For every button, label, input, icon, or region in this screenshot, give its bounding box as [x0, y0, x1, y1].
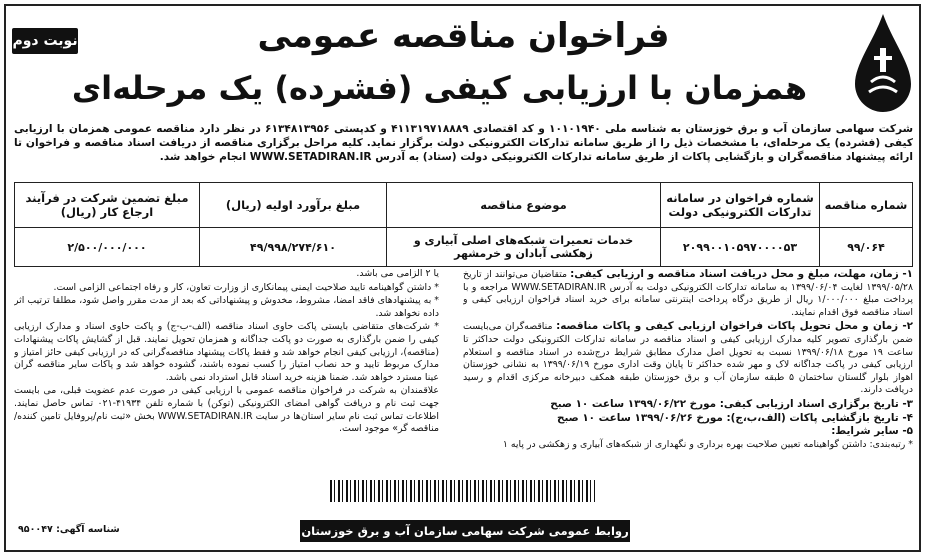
section-1-text: متقاضیان می‌توانند از تاریخ ۱۳۹۹/۰۵/۲۸ لغایت ۱۳۹۹/۰۶/۰۴ به سامانه تدارکات الکترونیکی دولت به آدرس WWW.SETADIRAN.IR مراجعه و با پرداخت مبلغ ۱/۰۰۰/۰۰۰ ریال از طریق درگاه پرداخت اینترنتی سامانه برای خرید اسناد فراخوان ارزیابی کیفی و اسناد مناقصه فوق اقدام نمایند. [463, 269, 913, 318]
header-guarantee: مبلغ تضمین شرکت در فرآیند ارجاع کار (ریال) [15, 183, 200, 228]
left-paragraph-2: * داشتن گواهینامه تایید صلاحیت ایمنی پیمانکاری از وزارت تعاون، کار و رفاه اجتماعی الزامی است. [53, 281, 439, 293]
cell-subject: خدمات تعمیرات شبکه‌های اصلی آبیاری و زهکشی آبادان و خرمشهر [387, 228, 661, 267]
cell-setad-number: ۲۰۹۹۰۰۱۰۵۹۷۰۰۰۰۵۳ [661, 228, 820, 267]
second-round-badge: نوبت دوم [12, 28, 78, 54]
barcode-strip [330, 480, 595, 502]
section-1-title: ۱- زمان، مهلت، مبلغ و محل دریافت اسناد مناقصه و ارزیابی کیفی: [570, 268, 913, 280]
intro-paragraph: شرکت سهامی سازمان آب و برق خوزستان به شناسه ملی ۱۰۱۰۱۹۴۰ و کد اقتصادی ۴۱۱۳۱۹۷۱۸۸۸۹ و کدپستی ۶۱۳۴۸۱۳۹۵۶ در نظر دارد مناقصه عمومی همزمان با ارزیابی کیفی (فشرده) یک مرحله‌ای، با مشخصات ذیل را از طریق سامانه تدارکات الکترونیکی دولت برگزار نماید. کلیه مراحل برگزاری مناقصه از دریافت اسناد مناقصه و فراخوان تا ارائه پیشنهاد مناقصه‌گران و بازگشایی پاکات از طریق سامانه تدارکات الکترونیکی دولت (ستاد) به آدرس WWW.SETADIRAN.IR انجام خواهد شد. [14, 123, 913, 163]
page-subtitle: همزمان با ارزیابی کیفی (فشرده) یک مرحله‌ای [71, 69, 807, 107]
left-paragraph-3: * به پیشنهادهای فاقد امضا، مشروط، مخدوش و پیشنهاداتی که بعد از مدت مقرر واصل شود، مطلقا ترتیب اثر داده نخواهد شد. [14, 295, 439, 319]
left-column [14, 268, 439, 506]
water-drop-logo-icon [851, 12, 915, 116]
header-subject: موضوع مناقصه [387, 183, 661, 228]
header-setad-number: شماره فراخوان در سامانه تدارکات الکترونیکی دولت [661, 183, 820, 228]
public-relations-footer: روابط عمومی شرکت سهامی سازمان آب و برق خوزستان [300, 520, 630, 542]
header-estimate: مبلغ برآورد اولیه (ریال) [200, 183, 387, 228]
right-column [463, 268, 913, 506]
left-paragraph-4: * شرکت‌های متقاضی بایستی پاکت حاوی اسناد مناقصه (الف-ب-ج) و پاکت حاوی اسناد و مدارک ارزیابی کیفی را ضمن بارگذاری به صورت دو پاکت جداگانه و همزمان تحویل نمایند. قبل از گشایش پاکات پیشنهادات (مناقصه)، ارزیابی کیفی انجام خواهد شد و فقط پاکات پیشنهاد مناقصه‌گرانی که در ارزیابی کیفی حائز امتیاز و مدارک مربوط تایید و حد نصاب امتیاز را کسب نموده باشند، گشوده خواهد شد و پاکات سایر مناقصه گران عینا مسترد خواهد شد. ضمنا هزینه خرید اسناد قابل استرداد نمی باشد. [14, 321, 439, 383]
cell-guarantee: ۲/۵۰۰/۰۰۰/۰۰۰ [15, 228, 200, 267]
section-2-text: مناقصه‌گران می‌بایست ضمن بارگذاری تصویر کلیه مدارک ارزیابی کیفی و اسناد مناقصه در سامانه تدارکات الکترونیکی دولت حداکثر تا ساعت ۱۹ مورخ ۱۳۹۹/۰۶/۱۸ نسبت به تحویل اصل مدارک مطابق شرایط درج‌شده در اسناد مناقصه و استعلام ارزیابی کیفی در پاکت جداگانه لاک و مهر شده حداکثر تا پایان وقت اداری مورخ ۱۳۹۹/۰۶/۱۹ به نشانی خوزستان اهواز بلوار گلستان ساختمان ۵ طبقه سازمان آب و برق خوزستان طبقه همکف دبیرخانه مرکزی اقدام و رسید دریافت دارند. [463, 321, 913, 396]
rating-requirement: * رتبه‌بندی: داشتن گواهینامه تعیین صلاحیت بهره برداری و نگهداری از شبکه‌های آبیاری و زهکشی در پایه ۱ [502, 438, 913, 450]
section-5: ۵- سایر شرایط: [831, 425, 913, 438]
table-row [15, 228, 913, 267]
page-title: فراخوان مناقصه عمومی [257, 16, 670, 56]
table-header-row [15, 183, 913, 228]
header-tender-number: شماره مناقصه [820, 183, 913, 228]
left-paragraph-1: یا ۲ الزامی می باشد. [356, 268, 439, 279]
section-4: ۴- تاریخ بازگشایی پاکات (الف،ب،ج): مورخ ۱۳۹۹/۰۶/۲۶ ساعت ۱۰ صبح [556, 411, 913, 424]
cell-estimate: ۴۹/۹۹۸/۲۷۴/۶۱۰ [200, 228, 387, 267]
ad-identifier: شناسه آگهی: ۹۵۰۰۴۷ [18, 524, 120, 535]
tender-table [14, 182, 913, 267]
announcement-header [71, 10, 807, 118]
left-paragraph-5: علاقمندان به شرکت در فراخوان مناقصه عمومی با ارزیابی کیفی در صورت عدم عضویت قبلی، می بایست جهت ثبت نام و دریافت گواهی امضای الکترونیکی (توکن) با شماره تلفن ۴۱۹۳۴-۰۲۱ تماس حاصل نمایند. اطلاعات تماس ثبت نام سایر استان‌ها در سایت WWW.SETADIRAN.IR بخش «ثبت نام/پروفایل تامین کننده/مناقصه گر» موجود است. [14, 385, 439, 435]
section-2-title: ۲- زمان و محل تحویل پاکات فراخوان ارزیابی کیفی و پاکات مناقصه: [556, 320, 913, 333]
cell-tender-number: ۹۹/۰۶۴ [820, 228, 913, 267]
section-3: ۳- تاریخ برگزاری اسناد ارزیابی کیفی: مورخ ۱۳۹۹/۰۶/۲۲ ساعت ۱۰ صبح [550, 397, 913, 410]
